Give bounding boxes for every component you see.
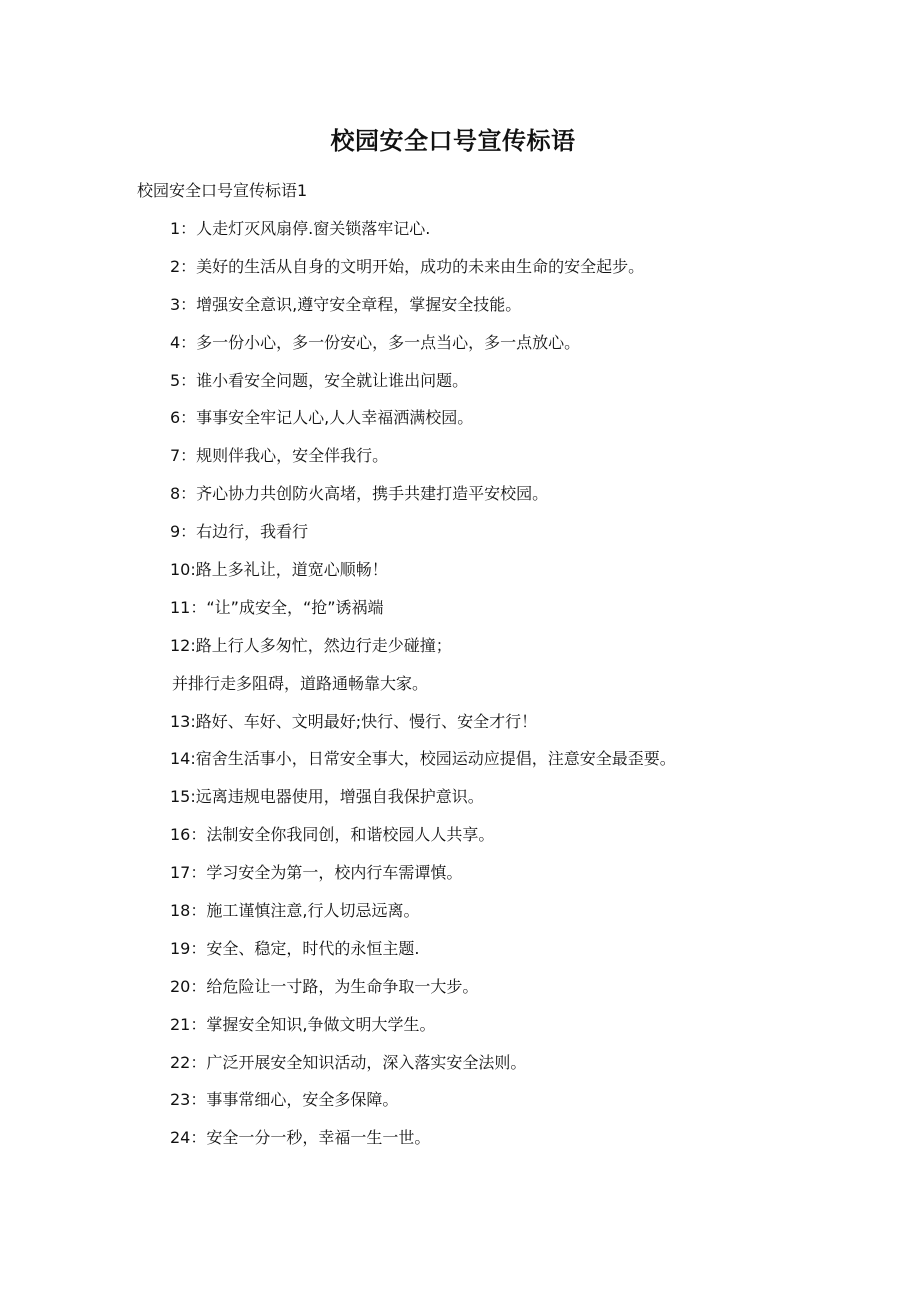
slogan-item: 5：谁小看安全问题，安全就让谁出问题。 xyxy=(170,370,469,390)
slogan-item: 7：规则伴我心，安全伴我行。 xyxy=(170,446,389,466)
slogan-item: 14:宿舍生活事小，日常安全事大，校园运动应提倡，注意安全最歪要。 xyxy=(170,749,676,769)
slogan-item: 11：“让”成安全，“抢”诱祸端 xyxy=(170,597,384,617)
document-title: 校园安全口号宣传标语 xyxy=(330,127,576,155)
slogan-item: 22：广泛开展安全知识活动，深入落实安全法则。 xyxy=(170,1052,527,1072)
slogan-item: 4：多一份小心，多一份安心，多一点当心，多一点放心。 xyxy=(170,332,581,352)
slogan-item: 9：右边行，我看行 xyxy=(170,522,309,542)
slogan-item: 3：增强安全意识,遵守安全章程，掌握安全技能。 xyxy=(170,294,522,314)
slogan-item: 17：学习安全为第一，校内行车需谭慎。 xyxy=(170,863,463,883)
slogan-list xyxy=(170,218,890,1165)
slogan-item: 24：安全一分一秒，幸福一生一世。 xyxy=(170,1128,431,1148)
slogan-item: 6：事事安全牢记人心,人人幸福洒满校园。 xyxy=(170,408,474,428)
slogan-item: 16：法制安全你我同创，和谐校园人人共享。 xyxy=(170,825,495,845)
slogan-item: 13:路好、车好、文明最好;快行、慢行、安全才行！ xyxy=(170,711,538,731)
slogan-item: 18：施工谨慎注意,行人切忌远离。 xyxy=(170,901,420,921)
slogan-item: 19：安全、稳定，时代的永恒主题. xyxy=(170,938,420,958)
slogan-item: 2：美好的生活从自身的文明开始，成功的未来由生命的安全起步。 xyxy=(170,256,645,276)
section-heading: 校园安全口号宣传标语1 xyxy=(137,181,308,200)
slogan-item-continuation: 并排行走多阻碍，道路通畅靠大家。 xyxy=(172,673,429,693)
slogan-item: 21：掌握安全知识,争做文明大学生。 xyxy=(170,1014,436,1034)
slogan-item: 23：事事常细心，安全多保障。 xyxy=(170,1090,399,1110)
slogan-item: 20：给危险让一寸路，为生命争取一大步。 xyxy=(170,976,479,996)
slogan-item: 12:路上行人多匆忙，然边行走少碰撞； xyxy=(170,635,452,655)
slogan-item: 1：人走灯灭风扇停.窗关锁落牢记心. xyxy=(170,219,431,238)
slogan-item: 15:远离违规电器使用，增强自我保护意识。 xyxy=(170,787,484,807)
slogan-item: 8：齐心协力共创防火高堵，携手共建打造平安校园。 xyxy=(170,484,549,504)
slogan-item: 10:路上多礼让，道宽心顺畅！ xyxy=(170,560,388,580)
